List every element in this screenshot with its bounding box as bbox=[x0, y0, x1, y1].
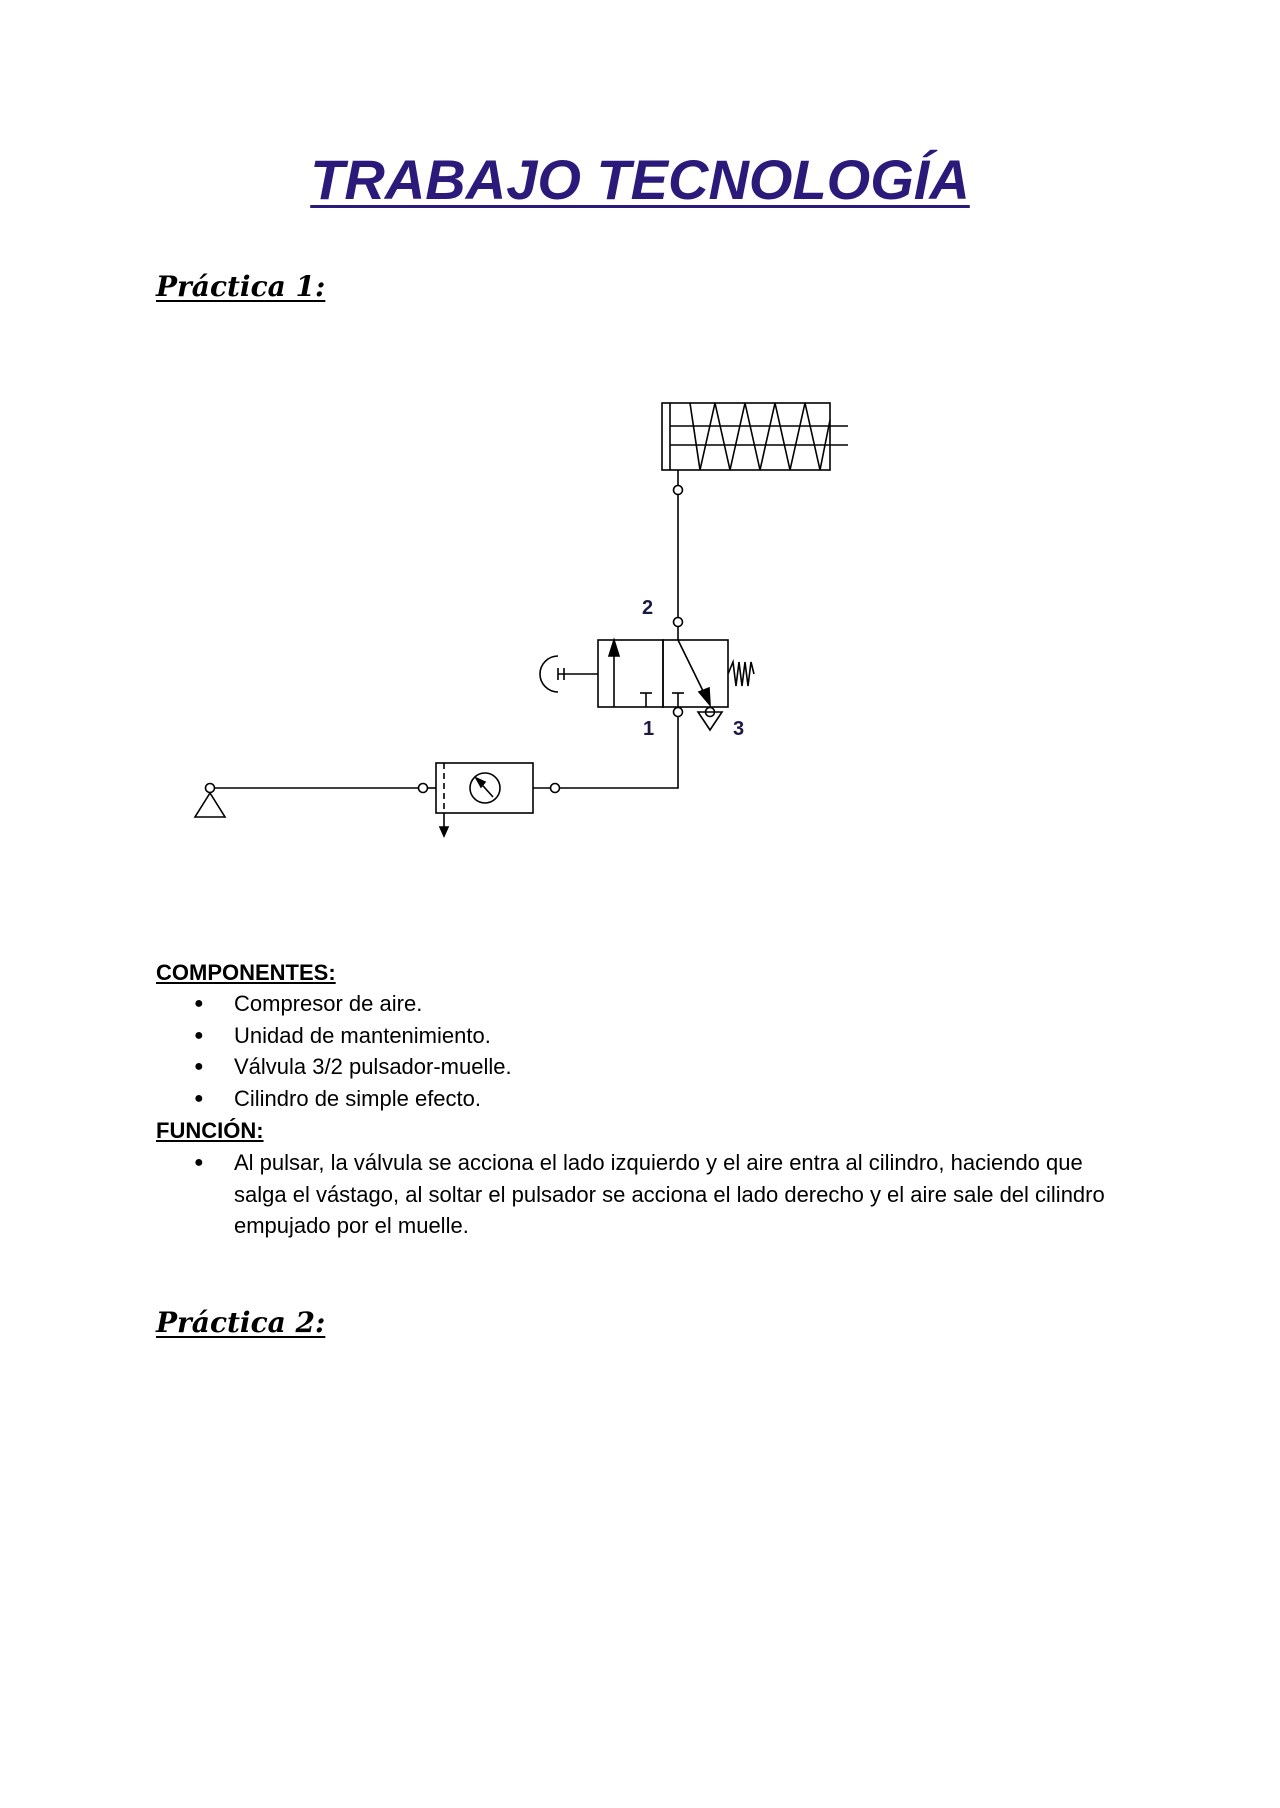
practica-2-heading: Práctica 2: bbox=[156, 1306, 326, 1339]
practica-1-heading: Práctica 1: bbox=[156, 270, 326, 303]
list-item-text: Compresor de aire. bbox=[234, 991, 423, 1016]
valve-3-2-pushbutton-spring bbox=[540, 640, 754, 707]
list-item bbox=[156, 1051, 1116, 1083]
list-item bbox=[156, 1147, 1116, 1242]
page-title: TRABAJO TECNOLOGÍA bbox=[310, 148, 970, 211]
push-button-head bbox=[540, 656, 558, 692]
bullet-icon: ● bbox=[194, 1089, 204, 1107]
maintenance-unit bbox=[428, 763, 550, 836]
bullet-icon: ● bbox=[194, 1058, 204, 1075]
components-list bbox=[156, 988, 1116, 1114]
exhaust-icon bbox=[698, 712, 722, 730]
bullet-icon: ● bbox=[194, 1154, 204, 1171]
port-2-label: 2 bbox=[642, 597, 654, 619]
port-1-label: 1 bbox=[643, 718, 655, 740]
valve-port-1 bbox=[674, 708, 683, 717]
valve-spring bbox=[728, 662, 754, 686]
compressor-port bbox=[206, 784, 215, 793]
bullet-icon: ● bbox=[194, 995, 204, 1012]
components-label: COMPONENTES: bbox=[156, 960, 336, 985]
list-item bbox=[156, 988, 1116, 1020]
function-label: FUNCIÓN: bbox=[156, 1118, 264, 1143]
cylinder-port bbox=[674, 486, 683, 495]
list-item bbox=[156, 1083, 1116, 1115]
list-item-text: Unidad de mantenimiento. bbox=[234, 1022, 491, 1048]
pneumatic-circuit-diagram bbox=[180, 390, 860, 850]
bullet-icon: ● bbox=[194, 1026, 204, 1044]
line-valve-to-frl bbox=[560, 717, 678, 788]
function-list bbox=[156, 1147, 1116, 1242]
list-item-text: Al pulsar, la válvula se acciona el lado izquierdo y el aire entra al cilindro, haciendo que salga el vástago, al soltar el pulsador se acciona el lado derecho y el aire sale del cilindro empujado por el muelle. bbox=[234, 1150, 1105, 1238]
cylinder-spring bbox=[690, 403, 830, 470]
list-item bbox=[156, 1020, 1116, 1052]
port-3-label: 3 bbox=[733, 718, 745, 740]
valve-port-2 bbox=[674, 618, 683, 627]
compressor-source-icon bbox=[195, 793, 225, 817]
frl-outlet-port bbox=[551, 784, 560, 793]
list-item-text: Válvula 3/2 pulsador-muelle. bbox=[234, 1054, 512, 1079]
list-item-text: Cilindro de simple efecto. bbox=[234, 1085, 482, 1111]
frl-inlet-port bbox=[419, 784, 428, 793]
single-acting-cylinder bbox=[662, 403, 848, 495]
